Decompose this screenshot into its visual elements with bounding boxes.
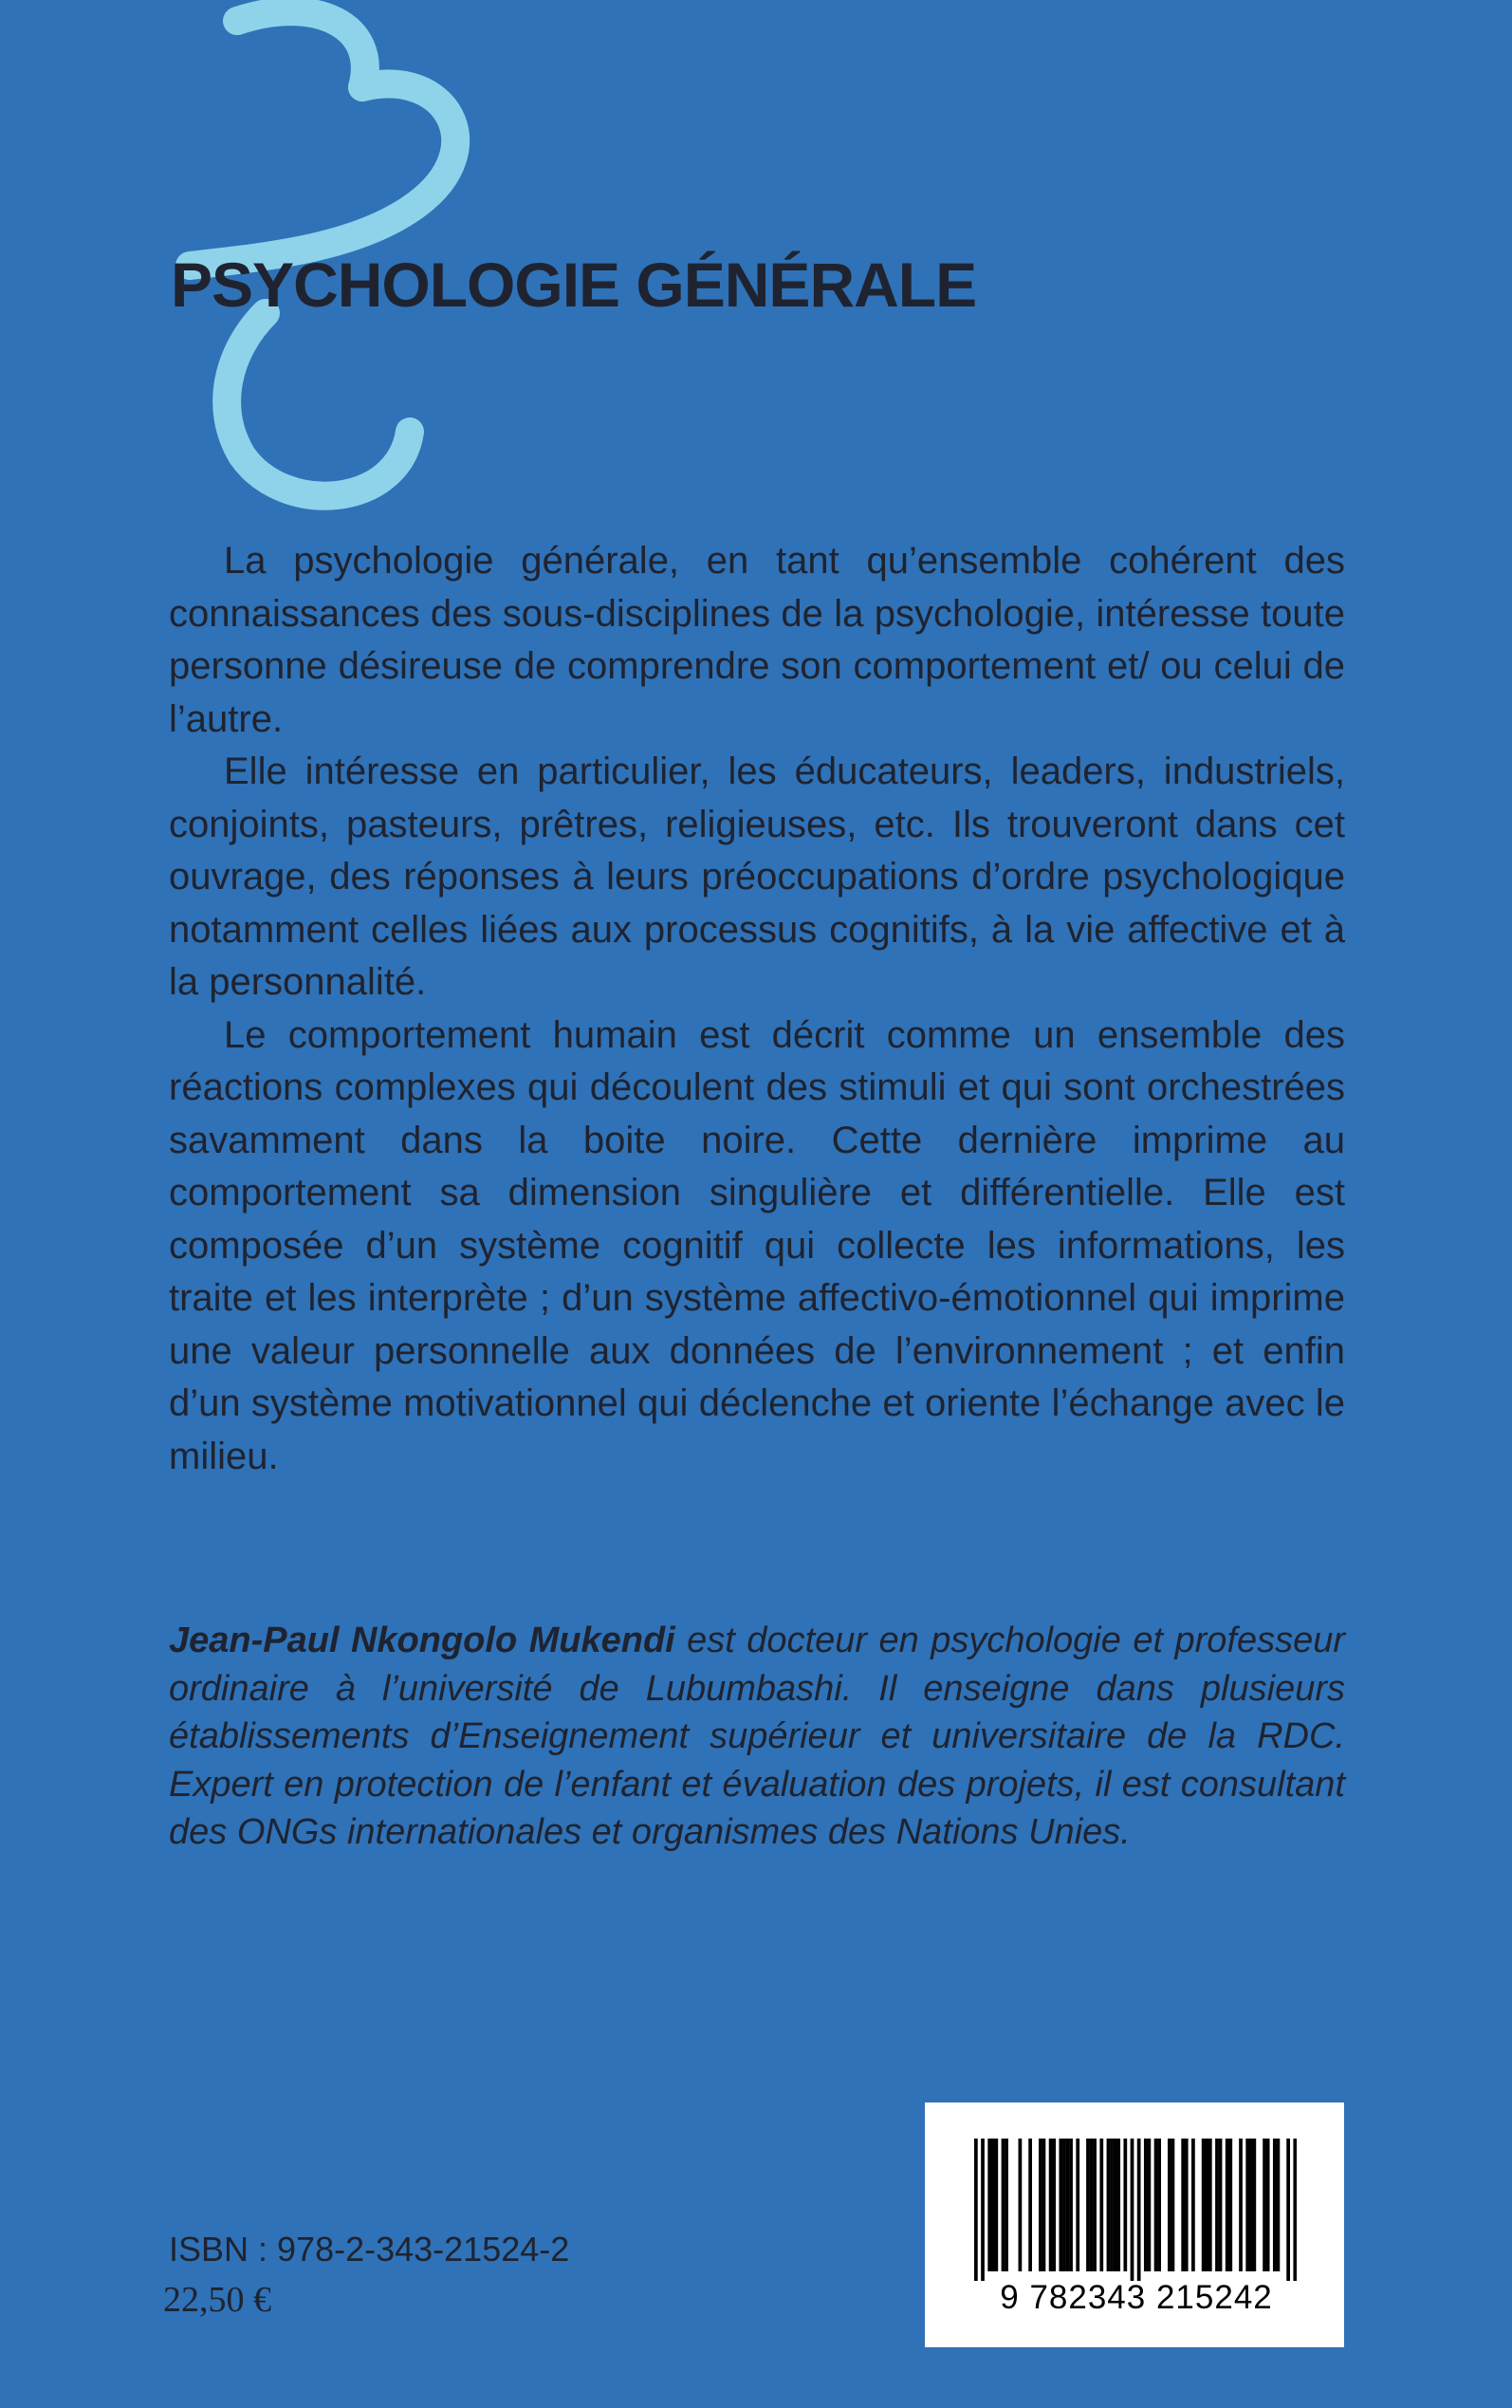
author-bio-text: est docteur en psychologie et professeur ordinaire à l’université de Lubumbashi. Il enseigne dans plusieurs établissements d’Enseignement supérieur et universitaire de la RDC. Expert en protection de l’enfant et évaluation des projets, il est consultant des ONGs internationales et organismes des Nations Unies. [169,1621,1345,1852]
barcode-bar [981,2139,985,2281]
barcode-bar [1252,2139,1256,2271]
barcode-bar [1263,2139,1266,2271]
barcode-bar [1116,2139,1120,2271]
barcode-bar [1181,2139,1185,2271]
barcode-bar [1191,2139,1195,2271]
barcode-bar [1066,2139,1070,2271]
barcode-bar [1171,2139,1175,2271]
barcode-bar [1157,2139,1161,2271]
barcode-bar [1286,2139,1290,2281]
barcode-bar [1052,2139,1056,2271]
barcode-bar [1059,2139,1062,2271]
barcode-bar [1205,2139,1208,2271]
barcode-bar [1137,2139,1141,2281]
barcode-bar [1090,2139,1094,2271]
barcode-bar [1202,2139,1206,2271]
barcode-bar [1249,2139,1253,2271]
barcode-bar [1273,2139,1277,2271]
barcode-bar [1228,2139,1232,2271]
price: 22,50 € [163,2280,271,2320]
barcode-bar [1005,2139,1008,2271]
barcode-bar [1099,2139,1103,2271]
barcode-bar [1266,2139,1270,2271]
author-bio [169,1617,1345,1857]
isbn: ISBN : 978-2-343-21524-2 [169,2230,570,2269]
barcode-bar [1185,2139,1189,2271]
barcode-bar [1042,2139,1046,2271]
barcode-bar [1245,2139,1249,2271]
book-title: PSYCHOLOGIE GÉNÉRALE [171,250,977,320]
barcode-bar [1144,2139,1148,2271]
barcode-bar [1076,2139,1079,2271]
barcode-bar [1123,2139,1127,2271]
barcode-bar [1215,2139,1219,2271]
barcode-bar [1114,2139,1117,2271]
barcode-bar [1069,2139,1073,2271]
barcode-bar [1028,2139,1032,2271]
barcode-bar [1093,2139,1097,2271]
barcode-bar [1131,2139,1134,2281]
barcode-bar [1107,2139,1111,2271]
barcode-number: 9 782343 215242 [1000,2279,1273,2316]
barcode-bar [1049,2139,1053,2271]
barcode [925,2102,1344,2347]
barcode-bar [1002,2139,1005,2271]
barcode-bar [1226,2139,1229,2271]
barcode-bar [1154,2139,1158,2271]
barcode-bar [1293,2139,1297,2281]
barcode-bars [974,2139,1297,2281]
barcode-bar [987,2139,991,2271]
description-paragraph: Elle intéresse en particulier, les éducateurs, leaders, industriels, conjoints, pasteurs, prêtres, religieuses, etc. Ils trouveront dans cet ouvrage, des réponses à leurs préoccupations d’ordre psychologique notamment celles liées aux processus cognitifs, à la vie affective et à la personnalité. [169,750,1345,1003]
barcode-bar [1208,2139,1212,2271]
barcode-bar [1062,2139,1066,2271]
barcode-bar [1239,2139,1243,2271]
author-name: Jean-Paul Nkongolo Mukendi [169,1621,675,1660]
barcode-bar [1086,2139,1090,2271]
description-paragraph: La psychologie générale, en tant qu’ensemble cohérent des connaissances des sous-disciplines de la psychologie, intéresse toute personne désireuse de comprendre son comportement et/ ou celui de l’autre. [169,540,1345,740]
barcode-bar [994,2139,998,2271]
barcode-bar [991,2139,995,2271]
barcode-bar [1019,2139,1023,2271]
barcode-bar [974,2139,978,2281]
barcode-bar [1110,2139,1114,2271]
book-description [169,535,1345,1483]
barcode-bar [1277,2139,1281,2271]
barcode-bar [1148,2139,1152,2271]
description-paragraph: Le comportement humain est décrit comme un ensemble des réactions complexes qui découlent des stimuli et qui sont orchestrées savamment dans la boite noire. Cette dernière imprime au comportement sa dimension singulière et différentielle. Elle est composée d’un système cognitif qui collecte les informations, les traite et les interprète ; d’un système affectivo-émotionnel qui imprime une valeur personnelle aux données de l’environnement ; et enfin d’un système motivationnel qui déclenche et oriente l’échange avec le milieu. [169,1013,1345,1477]
barcode-bar [1039,2139,1042,2271]
barcode-bar [1168,2139,1171,2271]
barcode-bar [1219,2139,1223,2271]
